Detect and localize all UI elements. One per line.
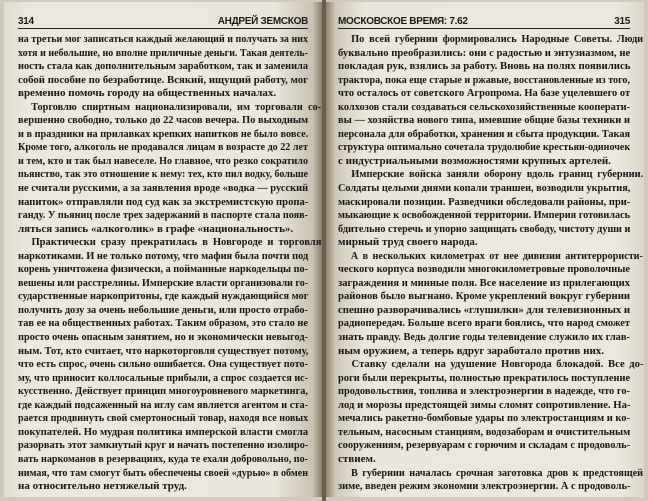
text-line: Практически сразу прекратилась в Новгороде и торговля (31, 236, 322, 249)
text-line: нимая, что там смогут быть обеспечены своей «дурью» в обмен (18, 466, 308, 479)
text-line: разорвать этот замкнутый круг и начать постепенно изолиро- (18, 439, 309, 452)
text-line: получить дозу за очень небольшие деньги, или просто отрабо- (18, 303, 308, 316)
text-line: на третьи мог записаться каждый желающий и получать за них (18, 33, 308, 45)
text-line: что есть спрос, очень сильно ошибается. Она существует пото- (18, 358, 308, 371)
text-line: на относительно нетяжелый труд. (18, 480, 187, 493)
text-line: вершенно свободно, только до 22 часов вечера. По выходным (18, 114, 309, 127)
left-page (4, 2, 322, 497)
text-line: Кроме того, алкоголь не продавался лицам в возрасте до 22 лет (18, 141, 308, 154)
text-line: покупателей. Но мудрая политика имперской власти смогла (18, 425, 309, 438)
text-line: временно помочь городу на общественных началах. (18, 87, 277, 100)
text-line: трактора, пока еще старые и ржавые, восстановленные из того, (338, 73, 630, 86)
text-line: мечались ракетно-бомбовые удары по электростанциям и ко- (338, 412, 630, 425)
text-line: ческого корпуса возводили многокилометровые проволочные (338, 263, 630, 276)
text-line: просто очень опасным занятием, но и экономически невыгод- (18, 331, 308, 344)
text-line: где каждый подсаженный на иглу сам является агентом и ста- (18, 398, 308, 411)
text-line: буквально преобразились: они с радостью и энтузиазмом, не (338, 46, 631, 59)
left-running-header (18, 14, 308, 29)
text-line: му, что приносит коллосальные прибыли, а спрос создается ис- (18, 371, 308, 384)
text-line: структура оптимально сочетала трудолюбие крестьян-одиночек (338, 141, 631, 154)
text-line: и тем, кто и так был навеселе. Но главное, что резко сократило (18, 154, 308, 167)
text-line: бдительно стеречь и упорно защищать свободу, чистоту души и (338, 222, 631, 235)
text-line: персонала для обработки, хранения и сбыта продукции. Такая (338, 127, 630, 140)
text-line: тав ее на общественных работах. Таким образом, это стало не (18, 317, 308, 330)
text-line: спешно разворачивались «глушилки» для телевизионных и (338, 303, 631, 316)
text-line: Солдаты целыми днями копали траншеи, возводили укрытия, (338, 182, 631, 195)
text-line: вешены или расстреляны. Имперские власти организовали го- (18, 276, 309, 289)
text-line: ным. Тот, кто считает, что наркоторговля существует потому, (18, 344, 309, 357)
text-line: корень уничтожена физически, а пойманные наркодельцы по- (18, 263, 308, 276)
left-page-text (18, 33, 322, 494)
text-line: вы — хозяйства нового типа, имевшие общие базы техники и (338, 114, 630, 127)
text-line: мирный труд своего народа. (338, 236, 478, 249)
text-line: ляться запись «алкоголик» в графе «национальность». (18, 222, 294, 235)
text-line: сударственные наркопритоны, где каждый нуждающийся мог (18, 290, 309, 303)
text-line: По всей губернии формировались Народные Советы. Люди (351, 33, 644, 45)
text-line: рается продвинуть свой смертоносный товар, находя все новых (18, 412, 309, 425)
text-line: знать правду. Ведь долгие годы телевидение служило их глав- (338, 331, 630, 344)
text-line: колхозов стали создаваться сельскохозяйственные кооперати- (338, 100, 631, 113)
book-title: МОСКОВСКОЕ ВРЕМЯ: 7.62 (338, 16, 468, 27)
text-line: ганду. У пьяниц после трех задержаний в паспорте стала появ- (18, 209, 308, 222)
text-line: ность стала как дополнительным заработком, так и заменила (18, 60, 308, 73)
text-line: и в праздники на прилавках крепких напитков не было вовсе. (18, 127, 309, 140)
text-line: что осталось от советского Агропрома. На базе уцелевшего от (338, 87, 631, 100)
text-line: Торговлю спиртным национализировали, им торговали со- (31, 100, 322, 113)
text-line: с индустриальными возможностями крупных артелей. (338, 154, 611, 167)
text-line: А в нескольких километрах от нее дивизии антитеррористи- (350, 249, 643, 262)
text-line: Ставку сделали на удушение Новгорода блокадой. Все до- (351, 358, 644, 371)
text-line: районов было выгнано. Кроме укреплений вокруг губернии (338, 290, 631, 303)
text-line: маскировали позиции. Разведчики обследовали районы, при- (338, 195, 631, 208)
text-line: хотя и небольшие, но вполне приличные деньги. Такая деятель- (18, 46, 308, 59)
text-line: сооружениям, резервуарам с горючим и складам с продоволь- (338, 439, 631, 452)
text-line: заграждения и минные поля. Все население из прилегающих (338, 276, 630, 289)
text-line: ным оружием, а теперь вдруг заработало против них. (338, 344, 605, 357)
text-line: радиопередач. Больше всего враги боялись, что народ сможет (338, 317, 630, 330)
text-line: пьянство, так это отношение к нему: тех, кто пил водку, больше (18, 168, 308, 181)
text-line: тельным, насосным станциям, водозаборам и очистительным (338, 425, 631, 438)
text-line: В губернии началась срочная заготовка дров к предстоящей (351, 466, 644, 479)
author-name: АНДРЕЙ ЗЕМСКОВ (217, 16, 308, 27)
text-line: напиток» отправляли под суд как за экстремистскую пропа- (18, 195, 309, 208)
right-running-header (338, 14, 630, 29)
text-line: продовольствия, топлива и электроэнергии в надежде, что го- (338, 385, 630, 398)
text-line: Имперские войска заняли оборону вдоль границ губернии. (351, 168, 644, 181)
text-line: собой пособие по безработице. Всякий, ищущий работу, мог (18, 73, 308, 86)
page-number: 314 (18, 16, 34, 27)
text-line: кусственно. Действует принцип многоуровневого маркетинга, (18, 385, 308, 398)
text-line: вать наркоманов в резервациях, куда те ехали добровольно, по- (18, 452, 308, 465)
text-line: наркотиками. И не только потому, что мафия была почти под (18, 249, 309, 262)
text-line: мыкающие к освобожденной территории. Империя готовилась (338, 209, 631, 222)
right-page (326, 2, 644, 497)
text-line: покладая рук, взялись за работу. Вновь на полях появились (338, 60, 631, 73)
text-line: лод и морозы предстоящей зимы сломят сопротивление. На- (338, 398, 631, 411)
right-page-text (338, 33, 644, 494)
text-line: роги были перекрыты, полностью прекратилось поступление (338, 371, 631, 384)
text-line: ствием. (338, 452, 376, 465)
text-line: не считали русскими, а за заявления вроде «водка — русский (18, 182, 309, 195)
text-line: зиме, введен режим экономии электроэнергии. А с продоволь- (338, 480, 631, 493)
page-number: 315 (614, 16, 630, 27)
